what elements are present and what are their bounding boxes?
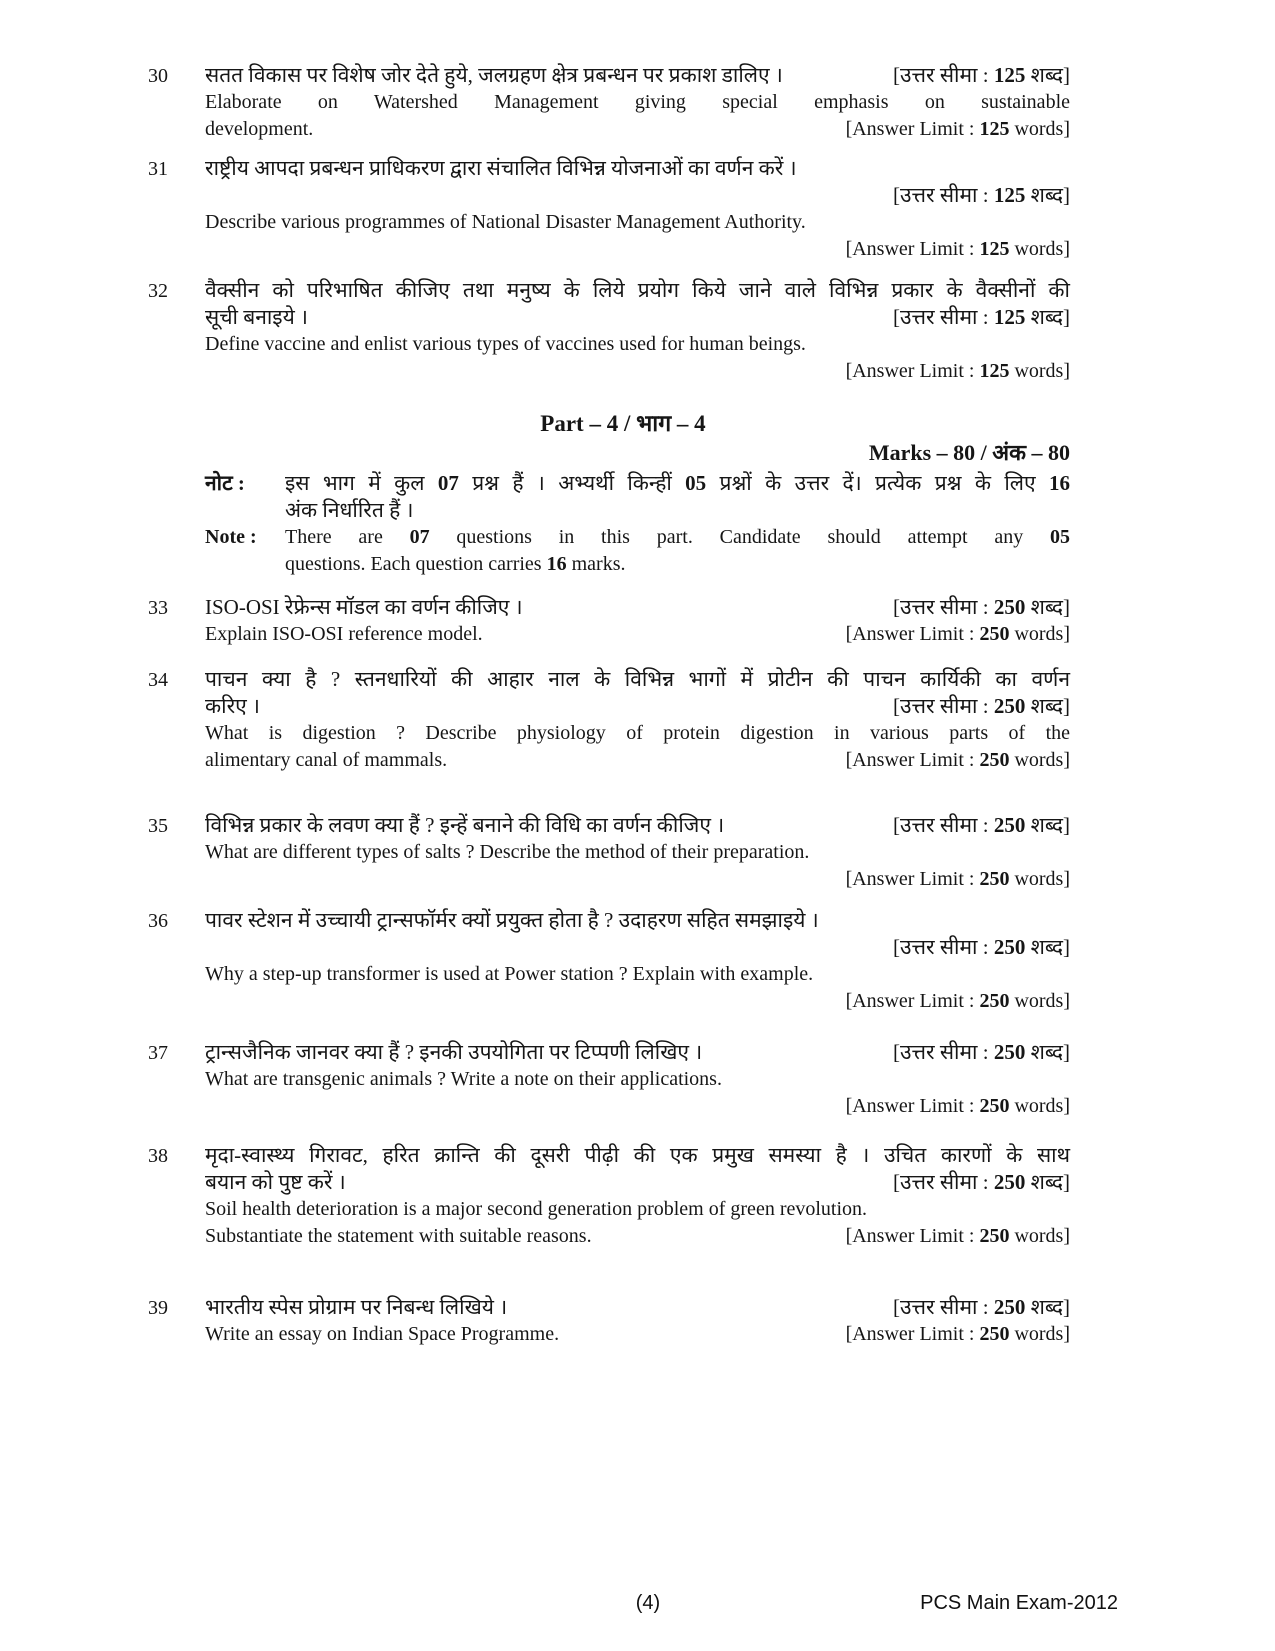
note-hindi: नोट : इस भाग में कुल 07 प्रश्न हैं । अभ्यर्थी किन्हीं 05 प्रश्नों के उत्तर दें। प्रत्येक प्रश्न के लिए 16 अंक निर्धारित हैं । <box>205 471 1070 522</box>
answer-limit-english: [Answer Limit : 250 words] <box>845 1095 1070 1117</box>
question-text-english: alimentary canal of mammals. <box>205 749 448 771</box>
note-label-hindi: नोट : <box>205 471 245 495</box>
question-text-hindi: मृदा-स्वास्थ्य गिरावट, हरित क्रान्ति की दूसरी पीढ़ी की एक प्रमुख समस्या है । उचित कारणों के साथ <box>205 1143 1070 1167</box>
question-text-english: What are transgenic animals ? Write a note on their applications. <box>205 1068 722 1090</box>
question-number: 38 <box>148 1145 168 1167</box>
answer-limit-english: [Answer Limit : 250 words] <box>845 1225 1070 1247</box>
answer-limit-english: [Answer Limit : 125 words] <box>845 360 1070 382</box>
question-text-english: Soil health deterioration is a major second generation problem of green revolution. <box>205 1198 868 1220</box>
answer-limit-english: [Answer Limit : 250 words] <box>845 1323 1070 1345</box>
question-text-english: Elaborate on Watershed Management giving special emphasis on sustainable <box>205 91 1070 113</box>
answer-limit-english: [Answer Limit : 250 words] <box>845 749 1070 771</box>
answer-limit-hindi: [उत्तर सीमा : 125 शब्द] <box>893 183 1070 207</box>
note-block <box>148 470 1070 578</box>
question-text-english: development. <box>205 118 314 140</box>
answer-limit-hindi: [उत्तर सीमा : 250 शब्द] <box>893 935 1070 959</box>
footer-page-number: (4) <box>635 1592 661 1614</box>
question-36 <box>148 907 1070 1015</box>
question-text-hindi: ISO-OSI रेफ्रेन्स मॉडल का वर्णन कीजिए । <box>205 595 523 619</box>
question-number: 35 <box>148 815 168 837</box>
question-text-hindi: सतत विकास पर विशेष जोर देते हुये, जलग्रहण क्षेत्र प्रबन्धन पर प्रकाश डालिए । <box>205 63 783 87</box>
question-text-english: Describe various programmes of National Disaster Management Authority. <box>205 211 806 233</box>
question-text-english: Substantiate the statement with suitable reasons. <box>205 1225 592 1247</box>
answer-limit-hindi: [उत्तर सीमा : 250 शब्द] <box>893 813 1070 837</box>
question-number: 34 <box>148 669 168 691</box>
question-text-hindi: पाचन क्या है ? स्तनधारियों की आहार नाल के विभिन्न भागों में प्रोटीन की पाचन कार्यिकी का वर्णन <box>205 667 1070 691</box>
question-number: 39 <box>148 1297 168 1319</box>
question-text-english: Define vaccine and enlist various types of vaccines used for human beings. <box>205 333 806 355</box>
question-text-hindi: बयान को पुष्ट करें । <box>205 1170 346 1194</box>
question-text-english: Explain ISO-OSI reference model. <box>205 623 483 645</box>
question-39 <box>148 1294 1070 1348</box>
question-text-english: What are different types of salts ? Describe the method of their preparation. <box>205 841 810 863</box>
answer-limit-english: [Answer Limit : 125 words] <box>845 118 1070 140</box>
question-31 <box>148 155 1070 263</box>
question-number: 33 <box>148 597 168 619</box>
question-text-english: Write an essay on Indian Space Programme. <box>205 1323 560 1345</box>
answer-limit-hindi: [उत्तर सीमा : 250 शब्द] <box>893 595 1070 619</box>
question-34 <box>148 666 1070 774</box>
question-text-hindi: पावर स्टेशन में उच्चायी ट्रान्सफॉर्मर क्यों प्रयुक्त होता है ? उदाहरण सहित समझाइये । <box>205 908 819 932</box>
question-text-hindi: विभिन्न प्रकार के लवण क्या हैं ? इन्हें बनाने की विधि का वर्णन कीजिए । <box>205 813 725 837</box>
answer-limit-hindi: [उत्तर सीमा : 125 शब्द] <box>893 305 1070 329</box>
answer-limit-english: [Answer Limit : 125 words] <box>845 238 1070 260</box>
question-30 <box>148 62 1070 143</box>
marks-line: Marks – 80 / अंक – 80 <box>868 440 1070 465</box>
answer-limit-english: [Answer Limit : 250 words] <box>845 868 1070 890</box>
answer-limit-hindi: [उत्तर सीमा : 250 शब्द] <box>893 1040 1070 1064</box>
question-number: 30 <box>148 65 168 87</box>
question-35 <box>148 812 1070 893</box>
question-number: 37 <box>148 1042 168 1064</box>
answer-limit-hindi: [उत्तर सीमा : 125 शब्द] <box>893 63 1070 87</box>
answer-limit-english: [Answer Limit : 250 words] <box>845 623 1070 645</box>
footer-exam-label: PCS Main Exam-2012 <box>920 1592 1118 1614</box>
question-text-english: What is digestion ? Describe physiology of protein digestion in various parts of the <box>205 722 1070 744</box>
question-33 <box>148 594 1070 648</box>
answer-limit-hindi: [उत्तर सीमा : 250 शब्द] <box>893 694 1070 718</box>
question-text-hindi: सूची बनाइये । <box>205 305 309 329</box>
question-32 <box>148 277 1070 385</box>
question-text-hindi: भारतीय स्पेस प्रोग्राम पर निबन्ध लिखिये । <box>205 1295 508 1319</box>
question-38 <box>148 1142 1070 1250</box>
note-label-english: Note : <box>205 526 257 548</box>
answer-limit-hindi: [उत्तर सीमा : 250 शब्द] <box>893 1170 1070 1194</box>
question-text-hindi: राष्ट्रीय आपदा प्रबन्धन प्राधिकरण द्वारा संचालित विभिन्न योजनाओं का वर्णन करें । <box>205 156 797 180</box>
question-number: 32 <box>148 280 168 302</box>
part-heading: Part – 4 / भाग – 4 <box>540 411 706 436</box>
question-text-english: Why a step-up transformer is used at Power station ? Explain with example. <box>205 963 814 985</box>
question-37 <box>148 1039 1070 1120</box>
question-text-hindi: वैक्सीन को परिभाषित कीजिए तथा मनुष्य के लिये प्रयोग किये जाने वाले विभिन्न प्रकार के वैक्सीनों की <box>205 278 1070 302</box>
question-number: 31 <box>148 158 168 180</box>
question-text-hindi: करिए । <box>205 694 260 718</box>
question-number: 36 <box>148 910 168 932</box>
page-content <box>148 62 1070 1348</box>
answer-limit-hindi: [उत्तर सीमा : 250 शब्द] <box>893 1295 1070 1319</box>
note-english: Note : There are 07 questions in this part. Candidate should attempt any 05 questions. Each question carries 16 marks. <box>148 524 1070 578</box>
answer-limit-english: [Answer Limit : 250 words] <box>845 990 1070 1012</box>
question-text-hindi: ट्रान्सजैनिक जानवर क्या हैं ? इनकी उपयोगिता पर टिप्पणी लिखिए । <box>205 1040 703 1064</box>
